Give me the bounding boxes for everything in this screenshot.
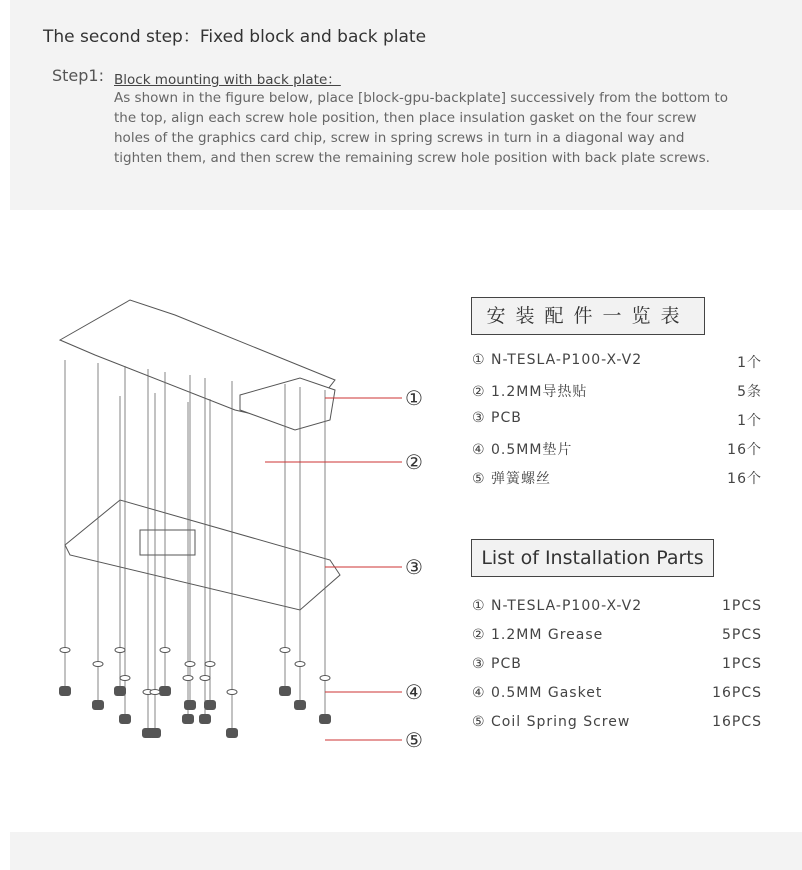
gasket (295, 662, 305, 667)
part-qty: 16个 (727, 471, 762, 487)
part-qty: 1个 (737, 413, 762, 429)
spring-screw (59, 686, 71, 696)
callout-4: ④ (405, 680, 423, 704)
part-name: ① N-TESLA-P100-X-V2 (472, 598, 643, 614)
part-qty: 16PCS (712, 714, 762, 730)
parts-row (472, 627, 762, 643)
part-name: ⑤ Coil Spring Screw (472, 714, 631, 730)
step-label: Step1: (52, 66, 104, 85)
parts-row (472, 685, 762, 701)
gasket (205, 662, 215, 667)
step-title: Block mounting with back plate： (114, 72, 341, 88)
part-qty: 16PCS (712, 685, 762, 701)
parts-en-title: List of Installation Parts (471, 539, 714, 577)
step-description: As shown in the figure below, place [block-gpu-backplate] successively from the bottom to the top, align each screw hole position, then place insulation gasket on the four screw holes of the graphics card chip, screw in spring screws in turn in a diagonal way and tighten them, and then screw the remaining screw hole position with back plate screws. (114, 90, 729, 166)
gasket (150, 690, 160, 695)
spring-screw (184, 700, 196, 710)
spring-screw (182, 714, 194, 724)
gasket (320, 676, 330, 681)
spring-screw (319, 714, 331, 724)
callout-1: ① (405, 386, 423, 410)
gasket (160, 648, 170, 653)
parts-row (472, 656, 762, 672)
part-name: ③ PCB (472, 656, 522, 672)
parts-row (472, 381, 762, 401)
gasket (183, 676, 193, 681)
parts-row (472, 410, 762, 430)
part-name: ③ PCB (472, 410, 522, 426)
pcb (65, 500, 340, 610)
part-qty: 5条 (737, 384, 762, 400)
spring-screw (204, 700, 216, 710)
part-qty: 1个 (737, 355, 762, 371)
spring-screw (92, 700, 104, 710)
gasket (60, 648, 70, 653)
gasket (185, 662, 195, 667)
callout-5: ⑤ (405, 728, 423, 752)
parts-row (472, 598, 762, 614)
parts-row (472, 439, 762, 459)
parts-cn-title: 安装配件一览表 (471, 297, 705, 335)
part-qty: 16个 (727, 442, 762, 458)
spring-screw (114, 686, 126, 696)
part-name: ② 1.2MM导热贴 (472, 384, 588, 400)
part-name: ② 1.2MM Grease (472, 627, 604, 643)
part-name: ① N-TESLA-P100-X-V2 (472, 352, 643, 368)
part-name: ④ 0.5MM Gasket (472, 685, 603, 701)
parts-row (472, 352, 762, 372)
gasket (200, 676, 210, 681)
spring-screw (159, 686, 171, 696)
spring-screw (199, 714, 211, 724)
parts-row (472, 468, 762, 488)
spring-screw (226, 728, 238, 738)
gasket (93, 662, 103, 667)
part-name: ④ 0.5MM垫片 (472, 442, 573, 458)
part-name: ⑤ 弹簧螺丝 (472, 471, 552, 487)
parts-row (472, 714, 762, 730)
part-qty: 1PCS (721, 656, 762, 672)
gasket (115, 648, 125, 653)
spring-screw (119, 714, 131, 724)
gasket (120, 676, 130, 681)
spring-screw (149, 728, 161, 738)
callout-2: ② (405, 450, 423, 474)
spring-screw (294, 700, 306, 710)
section-title: The second step：Fixed block and back plate (43, 27, 427, 47)
gasket (280, 648, 290, 653)
callout-3: ③ (405, 555, 423, 579)
gasket (227, 690, 237, 695)
spring-screw (279, 686, 291, 696)
part-qty: 1PCS (721, 598, 762, 614)
part-qty: 5PCS (721, 627, 762, 643)
